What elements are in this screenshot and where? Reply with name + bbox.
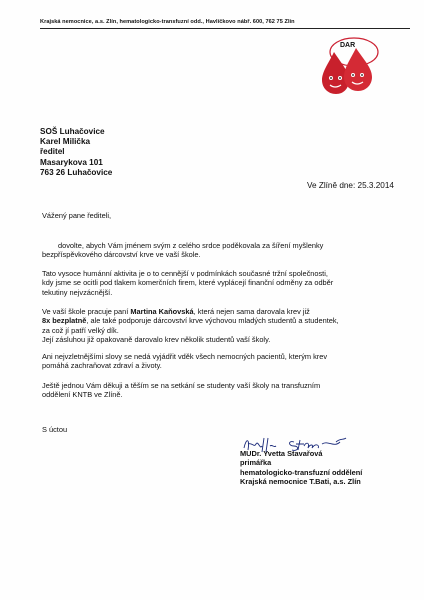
recipient-address — [40, 127, 112, 178]
letterhead: Krajská nemocnice, a.s. Zlín, hematologicko-transfuzní odd., Havlíčkovo nábř. 600, 762 75 Zlín — [40, 19, 295, 25]
signatory-org: Krajská nemocnice T.Bati, a.s. Zlín — [240, 477, 361, 487]
text-line: bezpříspěvkového dárcovství krve ve vaší škole. — [42, 250, 201, 260]
paragraph-1 — [42, 241, 372, 260]
donation-count: 8x bezplatně — [42, 316, 87, 326]
closing: S úctou — [42, 425, 68, 434]
letterhead-divider — [40, 28, 410, 29]
paragraph-5 — [42, 381, 372, 400]
text-line — [42, 316, 372, 325]
recipient-line: Karel Milička — [40, 137, 91, 147]
text-line: Tato vysoce humánní aktivita je o to cennější v podmínkách současné tržní společnosti, — [42, 269, 328, 278]
text-line: za což jí patří velký dík. — [42, 325, 119, 335]
text-line: Její zásluhou již opakovaně darovalo krev několik studentů vaší školy. — [42, 335, 271, 345]
signatory-title: primářka — [240, 458, 272, 468]
paragraph-2 — [42, 269, 372, 297]
text-line: Ani nejvzletnějšími slovy se nedá vyjádřit vděk všech nemocných pacientů, kterým krev — [42, 352, 328, 361]
text-line: tekutiny nejvzácnější. — [42, 287, 113, 297]
recipient-line: 763 26 Luhačovice — [40, 167, 113, 177]
recipient-line: Masarykova 101 — [40, 157, 103, 167]
text-line: dovolte, abych Vám jménem svým z celého srdce poděkovala za šíření myšlenky — [58, 241, 324, 250]
text-span: , která nejen sama darovala krev již — [193, 307, 310, 316]
recipient-line: ředitel — [40, 147, 65, 157]
recipient-line: SOŠ Luhačovice — [40, 127, 105, 136]
paragraph-3 — [42, 307, 372, 345]
text-line: kdy jsme se ocitli pod tlakem komerčních firem, které vyplácejí finanční odměny za odběr — [42, 278, 334, 288]
text-line: pomáhá zachraňovat zdraví a životy. — [42, 361, 162, 371]
signature-block — [240, 449, 362, 487]
signatory-name: MUDr. Yvetta Stavařová — [240, 449, 323, 458]
text-line: oddělení KNTB ve Zlíně. — [42, 390, 123, 400]
text-line — [42, 307, 372, 316]
paragraph-4 — [42, 352, 372, 371]
logo-text: DAR — [340, 42, 356, 49]
signatory-dept: hematologicko-transfuzní oddělení — [240, 467, 363, 477]
text-span: , ale také podporuje dárcovství krve výchovou mladých studentů a studentek, — [86, 316, 339, 326]
letter-date: Ve Zlíně dne: 25.3.2014 — [307, 181, 394, 190]
text-line: Ještě jednou Vám děkuji a těším se na setkání se studenty vaší školy na transfuzním — [42, 381, 321, 390]
blood-drops-logo — [316, 34, 380, 98]
text-span: Ve vaší škole pracuje paní — [42, 307, 131, 316]
donor-name: Martina Kaňovská — [130, 307, 194, 316]
salutation: Vážený pane řediteli, — [42, 211, 112, 220]
